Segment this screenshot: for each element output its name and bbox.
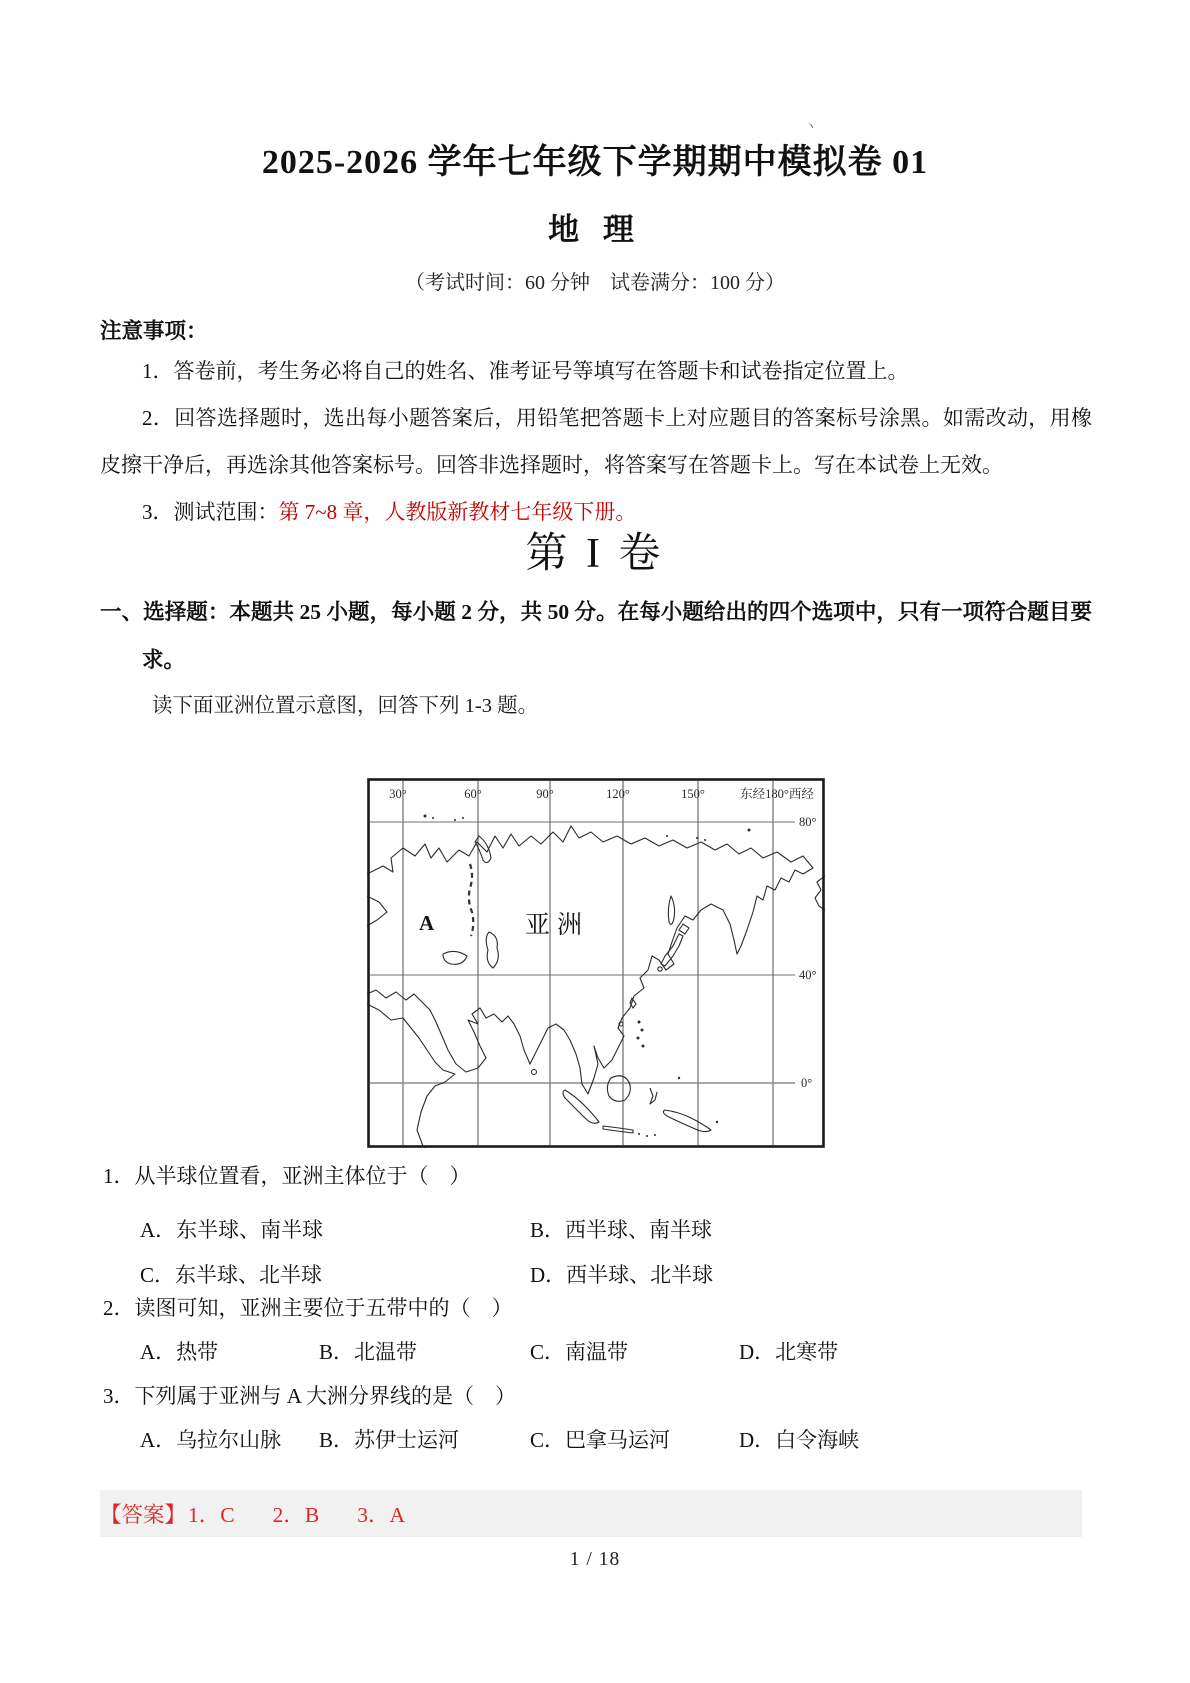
lon-tick-30: 30° [389,787,407,801]
question-2-options [140,1336,1080,1366]
q1-option-d: D．西半球、北半球 [530,1263,714,1287]
q3-option-b: B．苏伊士运河 [319,1428,460,1452]
q2-option-b: B．北温带 [319,1340,418,1364]
q1-option-b: B．西半球、南半球 [530,1218,713,1242]
answer-item-2: 2．B [272,1503,320,1527]
page-title: 2025-2026 学年七年级下学期期中模拟卷 01 [261,144,929,181]
africa-outline [367,1004,455,1148]
sulawesi [650,1088,657,1104]
notice-item-3-label: 3．测试范围： [142,500,279,524]
lat-tick-40: 40° [799,968,817,982]
question-1-options [140,1214,1040,1289]
lon-tick-150: 150° [681,787,705,801]
passage-intro: 读下面亚洲位置示意图，回答下列 1-3 题。 [152,695,539,717]
question-2-number: 2． [103,1296,135,1320]
lat-tick-80: 80° [799,815,817,829]
sakhalin [668,896,674,924]
answer-item-3: 3．A [357,1503,405,1527]
map-border [369,780,824,1147]
sri-lanka [532,1070,537,1075]
question-3-options [140,1424,1080,1454]
new-guinea [663,1110,711,1132]
question-3-stem [103,1380,516,1410]
kyushu [658,967,662,971]
asia-label: 亚洲 [524,912,590,939]
q3-option-c: C．巴拿马运河 [530,1428,671,1452]
q1-option-c: C．东半球、北半球 [140,1263,323,1287]
answer-label: 【答案】 [100,1503,187,1527]
lon-tick-60: 60° [464,787,482,801]
asia-map-svg [367,778,825,1148]
eurasia-outline [367,826,813,1094]
page-number: 1 / 18 [569,1549,621,1570]
lon-tick-90: 90° [536,787,554,801]
question-1-number: 1． [103,1164,135,1188]
part1-heading: 第 I 卷 [525,531,665,577]
lat-tick-0: 0° [801,1076,813,1090]
q2-option-c: C．南温带 [530,1340,629,1364]
notice-item-2: 2．回答选择题时，选出每小题答案后，用铅笔把答题卡上对应题目的答案标号涂黑。如需改动，用橡皮擦干净后，再选涂其他答案标号。回答非选择题时，将答案写在答题卡上。写在本试卷上无效。 [100,406,1092,477]
marker-a-label: A [419,911,435,935]
q2-option-d: D．北寒带 [739,1340,839,1364]
question-1-text: 从半球位置看，亚洲主体位于（ ） [134,1164,471,1188]
exam-info-line: （考试时间：60 分钟 试卷满分：100 分） [405,272,785,294]
answer-strip [100,1490,1082,1537]
q3-option-d: D．白令海峡 [739,1428,860,1452]
map-meridians [403,781,773,1145]
subject-title: 地 理 [548,212,642,247]
novaya-zemlya [475,836,491,863]
q1-option-a: A．东半球、南半球 [140,1218,324,1242]
baltic-notch [367,896,387,926]
stray-mark: 丶 [804,119,818,134]
question-2-stem [103,1292,513,1322]
ural-mountains-dashed [469,864,473,936]
asia-location-map [367,778,825,1148]
question-1-stem [103,1160,471,1190]
sumatra [563,1090,599,1123]
caspian-sea [486,932,498,968]
lon-tick-180: 东经180°西经 [740,787,814,801]
question-3-number: 3． [103,1384,135,1408]
hokkaido [679,924,689,934]
map-labels [389,787,816,1090]
question-3-text: 下列属于亚洲与 A 大洲分界线的是（ ） [134,1384,517,1408]
section-instruction: 一、选择题：本题共 25 小题，每小题 2 分，共 50 分。在每小题给出的四个选项中，只有一项符合题目要求。 [100,600,1092,672]
map-parallels [370,822,795,1083]
notice-item-3-scope: 第 7~8 章，人教版新教材七年级下册。 [278,500,637,524]
small-islands [424,815,751,1138]
q2-option-a: A．热带 [140,1340,219,1364]
question-2-text: 读图可知，亚洲主要位于五带中的（ ） [134,1296,513,1320]
q3-option-a: A．乌拉尔山脉 [140,1428,282,1452]
java [603,1126,633,1133]
answer-item-1: 1．C [188,1503,235,1527]
notices-heading: 注意事项： [100,319,208,343]
lon-tick-120: 120° [606,787,630,801]
coastlines [367,826,825,1148]
black-sea [443,951,467,964]
notice-item-1: 1．答卷前，考生务必将自己的姓名、准考证号等填写在答题卡和试卷指定位置上。 [142,359,909,383]
borneo [607,1076,630,1102]
